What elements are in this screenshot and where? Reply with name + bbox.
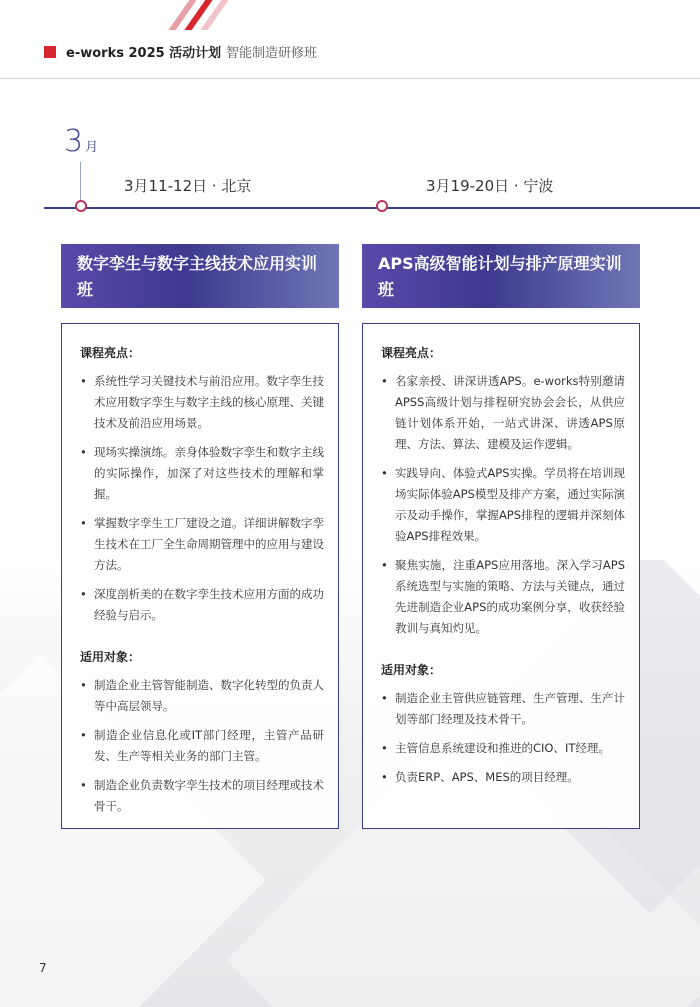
event-1-date: 3月11-12日 · 北京	[124, 177, 252, 195]
event-1-highlights-list	[80, 371, 324, 626]
event-1-title: 数字孪生与数字主线技术应用实训班	[61, 244, 339, 308]
list-item: • 聚焦实施，注重APS应用落地。深入学习APS系统选型与实施的策略、方法与关键点，通过先进制造企业APS的成功案例分享，收获经验教训与真知灼见。	[381, 555, 625, 639]
list-item: • 实践导向、体验式APS实操。学员将在培训现场实际体验APS模型及排产方案，通过实际演示及动手操作，掌握APS排程的逻辑并深刻体验APS排程效果。	[381, 463, 625, 547]
event-2-audience-label: 适用对象：	[381, 663, 442, 677]
header-subtitle: 智能制造研修班	[226, 46, 318, 61]
timeline-dot-2	[376, 200, 388, 212]
list-item: • 制造企业主管智能制造、数字化转型的负责人等中高层领导。	[80, 675, 324, 717]
event-2-card	[362, 323, 640, 829]
list-item: • 掌握数字孪生工厂建设之道。详细讲解数字孪生技术在工厂全生命周期管理中的应用与建设方法。	[80, 513, 324, 576]
month-label	[64, 124, 98, 159]
event-2-title: APS高级智能计划与排产原理实训班	[362, 244, 640, 308]
list-item: • 制造企业信息化或IT部门经理，主管产品研发、生产等相关业务的部门主管。	[80, 725, 324, 767]
event-2-date: 3月19-20日 · 宁波	[426, 177, 554, 195]
month-unit: 月	[85, 140, 99, 155]
list-item: • 制造企业主管供应链管理、生产管理、生产计划等部门经理及技术骨干。	[381, 688, 625, 730]
event-1-audience-label: 适用对象：	[80, 650, 141, 664]
event-1-highlights-label: 课程亮点：	[80, 346, 141, 360]
list-item: • 名家亲授、讲深讲透APS。e-works特别邀请APSS高级计划与排程研究协会会长，从供应链计划体系开始，一站式讲深、讲透APS原理、方法、算法、建模及运作逻辑。	[381, 371, 625, 455]
list-item: • 负责ERP、APS、MES的项目经理。	[381, 767, 625, 788]
list-item: • 制造企业负责数字孪生技术的项目经理或技术骨干。	[80, 775, 324, 817]
header-stripes-decoration	[162, 0, 232, 30]
month-stem-line	[80, 162, 81, 202]
timeline-dot-1	[75, 200, 87, 212]
list-item: • 现场实操演练。亲身体验数字孪生和数字主线的实际操作，加深了对这些技术的理解和掌握。	[80, 442, 324, 505]
list-item: • 主管信息系统建设和推进的CIO、IT经理。	[381, 738, 625, 759]
month-number: 3	[64, 124, 84, 159]
event-2-highlights-label: 课程亮点：	[381, 346, 442, 360]
header-accent-square	[44, 46, 56, 58]
event-1-card	[61, 323, 339, 829]
event-2-audience-list	[381, 688, 625, 788]
timeline-line	[44, 207, 700, 209]
page-number: 7	[39, 961, 47, 975]
list-item: • 系统性学习关键技术与前沿应用。数字孪生技术应用数字孪生与数字主线的核心原理、关键技术及前沿应用场景。	[80, 371, 324, 434]
header-divider	[0, 78, 700, 79]
header-title: e-works 2025 活动计划	[66, 46, 222, 61]
event-1-audience-list	[80, 675, 324, 817]
list-item: • 深度剖析美的在数字孪生技术应用方面的成功经验与启示。	[80, 584, 324, 626]
event-2-highlights-list	[381, 371, 625, 639]
